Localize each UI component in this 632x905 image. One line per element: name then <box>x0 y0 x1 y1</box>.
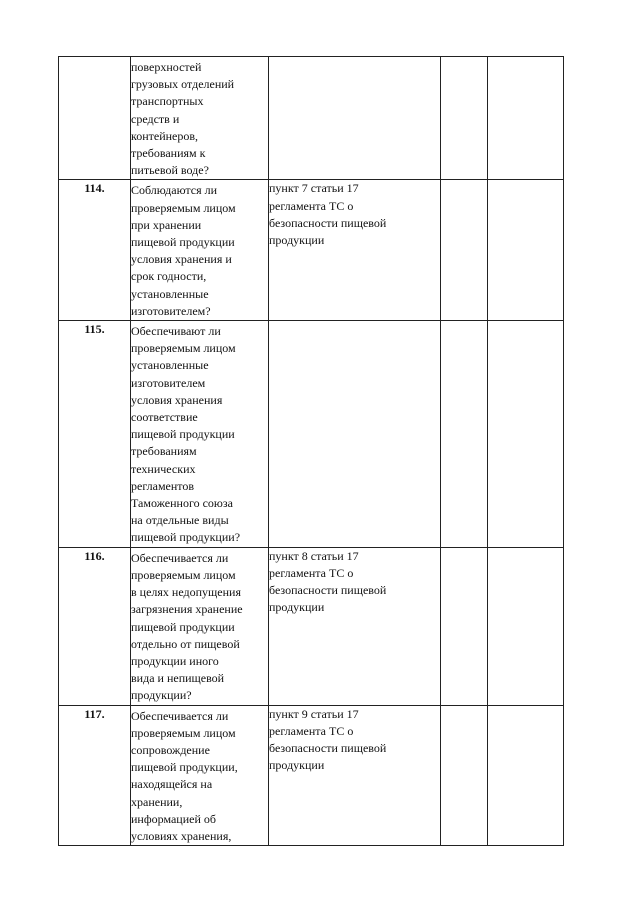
empty-cell <box>441 180 488 321</box>
empty-cell <box>488 705 564 846</box>
reference-cell <box>269 705 441 846</box>
empty-cell <box>488 321 564 548</box>
question-cell <box>131 705 269 846</box>
reference-text: пункт 9 статьи 17 регламента ТС о безопасности пищевой продукции <box>269 706 387 773</box>
table-row <box>59 547 564 705</box>
reference-text: пункт 8 статьи 17 регламента ТС о безопасности пищевой продукции <box>269 548 387 615</box>
reference-text: пункт 7 статьи 17 регламента ТС о безопасности пищевой продукции <box>269 181 387 248</box>
empty-cell <box>488 180 564 321</box>
question-cell <box>131 547 269 705</box>
table-row <box>59 180 564 321</box>
question-cell <box>131 57 269 180</box>
row-number <box>59 57 131 180</box>
empty-cell <box>488 547 564 705</box>
row-number: 116. <box>59 547 131 705</box>
table-row <box>59 705 564 846</box>
question-cell <box>131 180 269 321</box>
reference-cell <box>269 180 441 321</box>
question-cell <box>131 321 269 548</box>
row-number: 115. <box>59 321 131 548</box>
reference-cell <box>269 547 441 705</box>
empty-cell <box>441 547 488 705</box>
row-number: 114. <box>59 180 131 321</box>
empty-cell <box>488 57 564 180</box>
empty-cell <box>441 321 488 548</box>
empty-cell <box>441 705 488 846</box>
question-text: Обеспечивается ли проверяемым лицом в целях недопущения загрязнения хранение пищевой продукции отдельно от пищевой продукции иного вида и непищевой продукции? <box>131 550 243 703</box>
question-text: Обеспечивается ли проверяемым лицом сопровождение пищевой продукции, находящейся на хранении, информацией об условиях хранения, <box>131 708 238 843</box>
reference-cell <box>269 321 441 548</box>
table-row <box>59 57 564 180</box>
question-text: поверхностей грузовых отделений транспортных средств и контейнеров, требованиям к питьевой воде? <box>131 60 235 178</box>
question-text: Соблюдаются ли проверяемым лицом при хранении пищевой продукции условия хранения и срок годности, установленные изготовителем? <box>131 183 236 318</box>
reference-cell <box>269 57 441 180</box>
question-text: Обеспечивают ли проверяемым лицом установленные изготовителем условия хранения соответствие пищевой продукции требованиям технических регламентов Таможенного союза на отдельные виды пищевой продукции? <box>131 324 241 545</box>
checklist-table <box>58 56 564 846</box>
row-number: 117. <box>59 705 131 846</box>
empty-cell <box>441 57 488 180</box>
table-row <box>59 321 564 548</box>
